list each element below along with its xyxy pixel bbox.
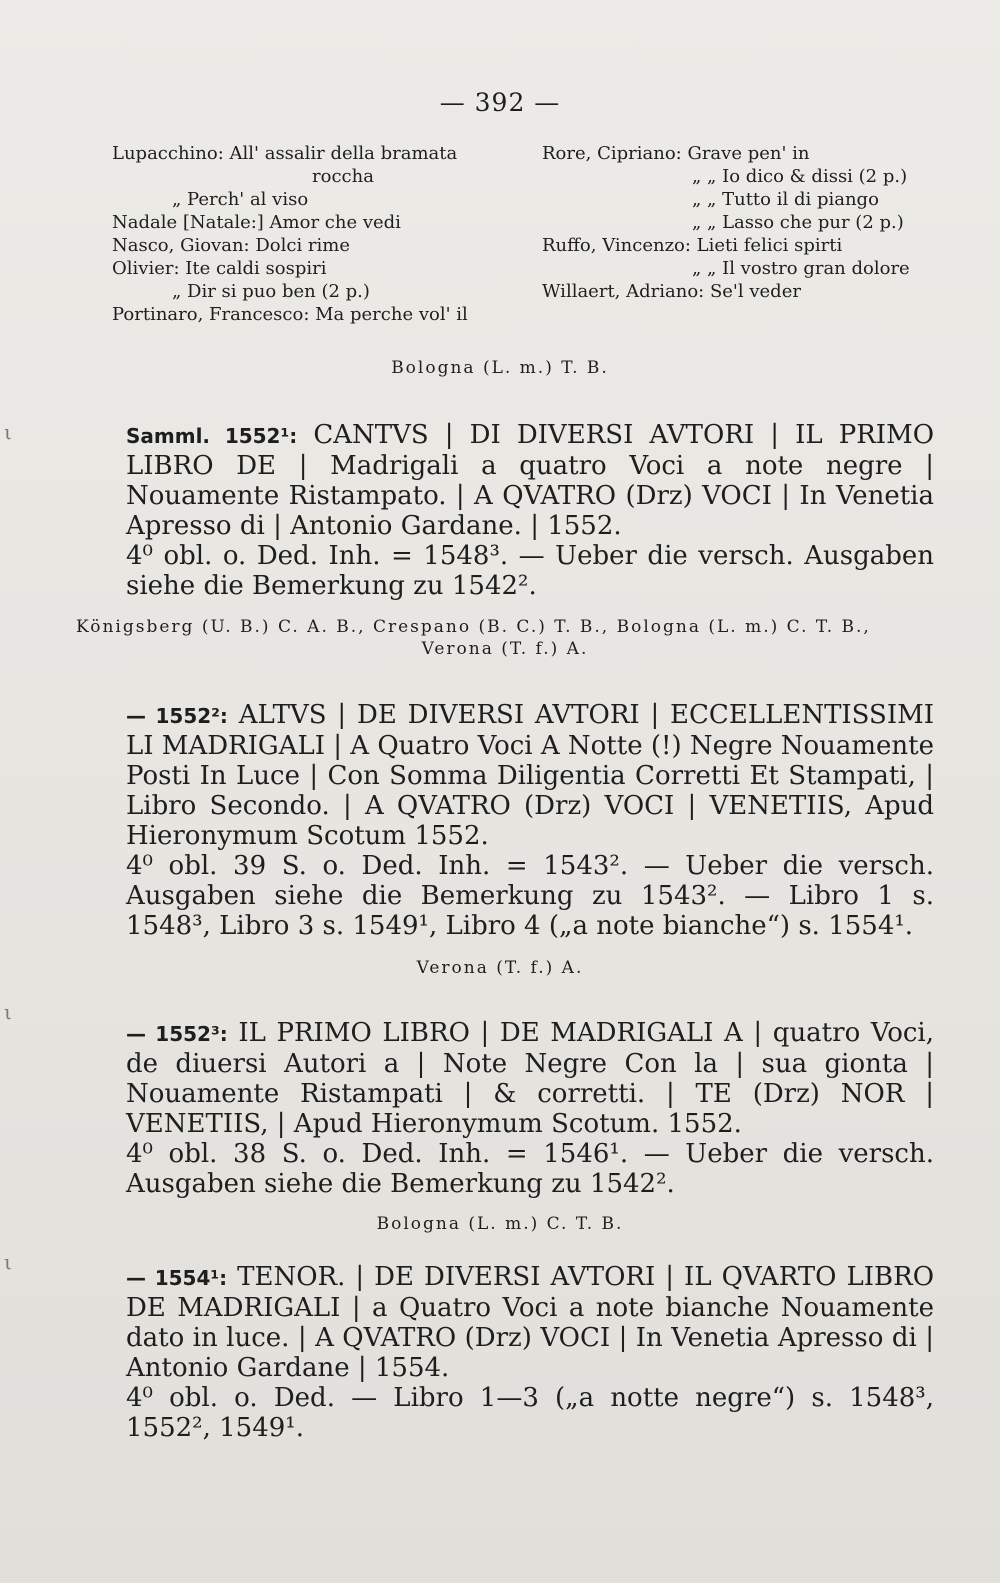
composer-line: Nasco, Giovan: Dolci rime: [112, 235, 350, 256]
composer-column-right: [542, 142, 962, 303]
composer-line: „ „ Lasso che pur (2 p.): [692, 212, 904, 233]
entry-title: CANTVS | DI DIVERSI AVTORI | IL PRIMO LIBRO DE | Madrigali a quatro Voci a note negre | Nouamente Ristampato. | A QVATRO (Drz) VOCI | In Venetia Apresso di | Antonio Gardane. | 1552.: [126, 420, 935, 541]
library-location: Bologna (L. m.) C. T. B.: [376, 1214, 624, 1234]
composer-line: „ Dir si puo ben (2 p.): [172, 281, 370, 302]
bibliography-entry: [76, 700, 934, 941]
entry-title: TENOR. | DE DIVERSI AVTORI | IL QVARTO LIBRO DE MADRIGALI | a Quatro Voci a note bianche Nouamente dato in luce. | A QVATRO (Drz) VOCI | In Venetia Apresso di | Antonio Gardane | 1554.: [126, 1262, 935, 1383]
composer-line: Olivier: Ite caldi sospiri: [112, 258, 327, 279]
holdings-line: Verona (T. f.) A.: [421, 639, 589, 659]
composer-line: Portinaro, Francesco: Ma perche vol' il: [112, 304, 468, 325]
entry-signature: — 1554¹:: [126, 1266, 228, 1290]
entry-signature: Samml. 1552¹:: [126, 424, 298, 448]
entry-description: 4⁰ obl. o. Ded. Inh. = 1548³. — Ueber die versch. Ausgaben siehe die Bemerkung zu 1542².: [126, 541, 934, 601]
holdings-line: Königsberg (U. B.) C. A. B., Crespano (B. C.) T. B., Bologna (L. m.) C. T. B.,: [76, 617, 871, 637]
composer-column-left: [112, 142, 542, 326]
composer-line: „ „ Tutto il di piango: [692, 189, 879, 210]
entry-title: IL PRIMO LIBRO | DE MADRIGALI A | quatro Voci, de diuersi Autori a | Note Negre Con la | sua gionta | Nouamente Ristampati | & corretti. | TE (Drz) NOR | VENETIIS, | Apud Hieronymum Scotum. 1552.: [126, 1018, 935, 1139]
bibliography-entry: [76, 1018, 934, 1199]
library-location: Verona (T. f.) A.: [416, 958, 584, 978]
margin-mark: ι: [4, 1000, 12, 1024]
entry-signature: — 1552²:: [126, 704, 228, 728]
composer-line: „ „ Il vostro gran dolore: [692, 258, 910, 279]
composer-line: Lupacchino: All' assalir della bramata: [112, 143, 458, 164]
composer-line: „ Perch' al viso: [172, 189, 309, 210]
bibliography-entry: [76, 1262, 934, 1443]
entry-title: ALTVS | DE DIVERSI AVTORI | ECCELLENTISSIMI LI MADRIGALI | A Quatro Voci A Notte (!) Negre Nouamente Posti In Luce | Con Somma Diligentia Corretti Et Stampati, | Libro Secondo. | A QVATRO (Drz) VOCI | VENETIIS, Apud Hieronymum Scotum 1552.: [126, 700, 935, 851]
entry-description: 4⁰ obl. o. Ded. — Libro 1—3 („a notte negre“) s. 1548³, 1552², 1549¹.: [126, 1383, 934, 1443]
composer-line: Willaert, Adriano: Se'l veder: [542, 281, 801, 302]
composer-line: Rore, Cipriano: Grave pen' in: [542, 143, 810, 164]
composer-line: „ „ Io dico & dissi (2 p.): [692, 166, 908, 187]
composer-line: roccha: [312, 166, 374, 187]
page-number: — 392 —: [439, 88, 561, 117]
library-location: Bologna (L. m.) T. B.: [391, 358, 609, 378]
margin-mark: ι: [4, 1250, 12, 1274]
composer-list: [112, 142, 952, 332]
composer-line: Nadale [Natale:] Amor che vedi: [112, 212, 401, 233]
composer-line: Ruffo, Vincenzo: Lieti felici spirti: [542, 235, 843, 256]
margin-mark: ι: [4, 420, 12, 444]
library-holdings: [76, 616, 934, 660]
entry-signature: — 1552³:: [126, 1022, 228, 1046]
entry-description: 4⁰ obl. 38 S. o. Ded. Inh. = 1546¹. — Ueber die versch. Ausgaben siehe die Bemerkung zu 1542².: [126, 1139, 934, 1199]
bibliography-entry: [76, 420, 934, 601]
entry-description: 4⁰ obl. 39 S. o. Ded. Inh. = 1543². — Ueber die versch. Ausgaben siehe die Bemerkung zu 1543². — Libro 1 s. 1548³, Libro 3 s. 1549¹, Libro 4 („a note bianche“) s. 1554¹.: [126, 851, 934, 941]
